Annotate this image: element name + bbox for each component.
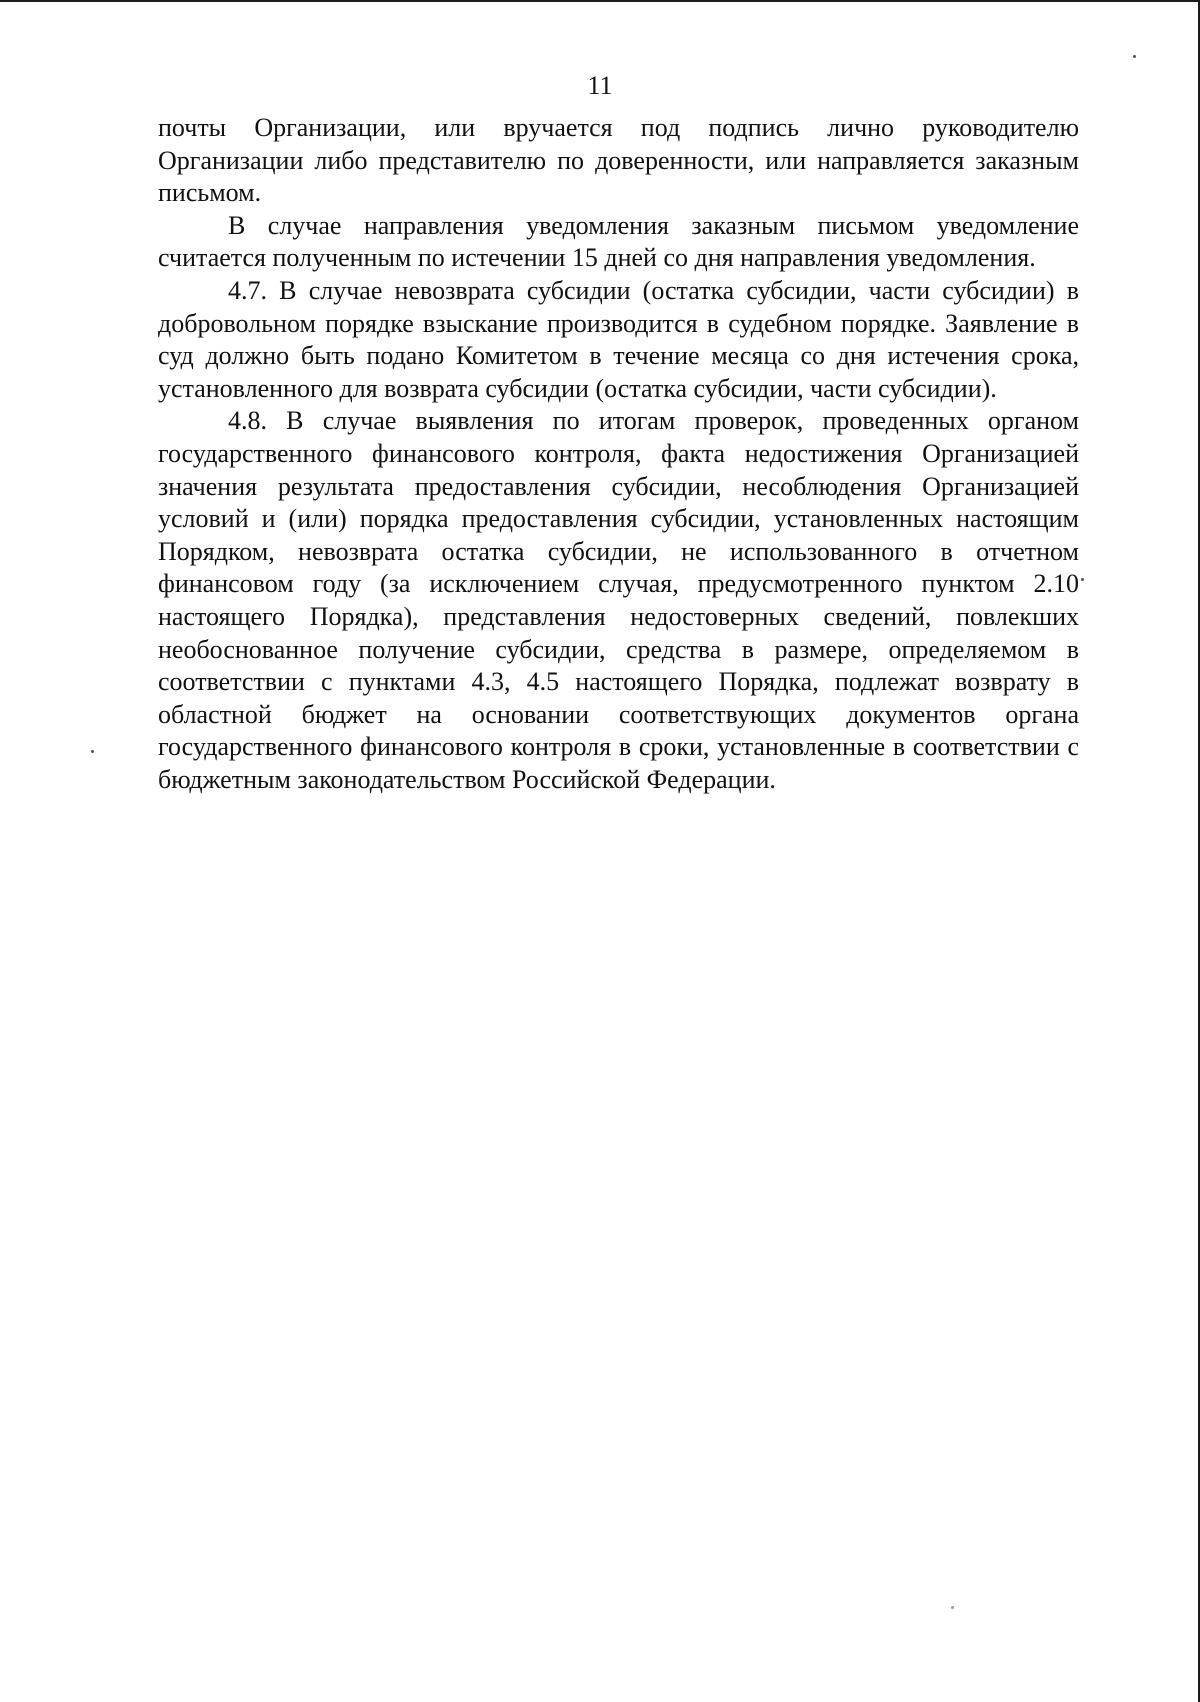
scan-speck (1133, 55, 1136, 58)
page-number: 11 (587, 71, 613, 100)
paragraph-clause-4-7: 4.7. В случае невозврата субсидии (остатка субсидии, части субсидии) в добровольном порядке взыскание производится в судебном порядке. Заявление в суд должно быть подано Комитетом в течение месяца со дня истечения срока, установленного для возврата субсидии (остатка субсидии, части субсидии). (158, 275, 1079, 403)
paragraph-registered-letter: В случае направления уведомления заказным письмом уведомление считается полученным по истечении 15 дней со дня направления уведомления. (158, 210, 1079, 273)
paragraph-clause-4-8: 4.8. В случае выявления по итогам проверок, проведенных органом государственного финансового контроля, факта недостижения Организацией значения результата предоставления субсидии, несоблюдения Организацией условий и (или) порядка предоставления субсидии, установленных настоящим Порядком, невозврата остатка субсидии, не использованного в отчетном финансовом году (за исключением случая, предусмотренного пунктом 2.10 настоящего Порядка), представления недостоверных сведений, повлекших необоснованное получение субсидии, средства в размере, определяемом в соответствии с пунктами 4.3, 4.5 настоящего Порядка, подлежат возврату в областной бюджет на основании соответствующих документов органа государственного финансового контроля в сроки, установленные в соответствии с бюджетным законодательством Российской Федерации. (158, 406, 1079, 794)
scan-speck (91, 750, 94, 753)
scan-edge-top (0, 0, 1200, 2)
scan-speck (951, 1606, 954, 1609)
scan-speck (1081, 578, 1084, 581)
document-body (158, 112, 1079, 796)
paragraph-continuation: почты Организации, или вручается под подпись лично руководителю Организации либо представителю по доверенности, или направляется заказным письмом. (158, 113, 1079, 208)
